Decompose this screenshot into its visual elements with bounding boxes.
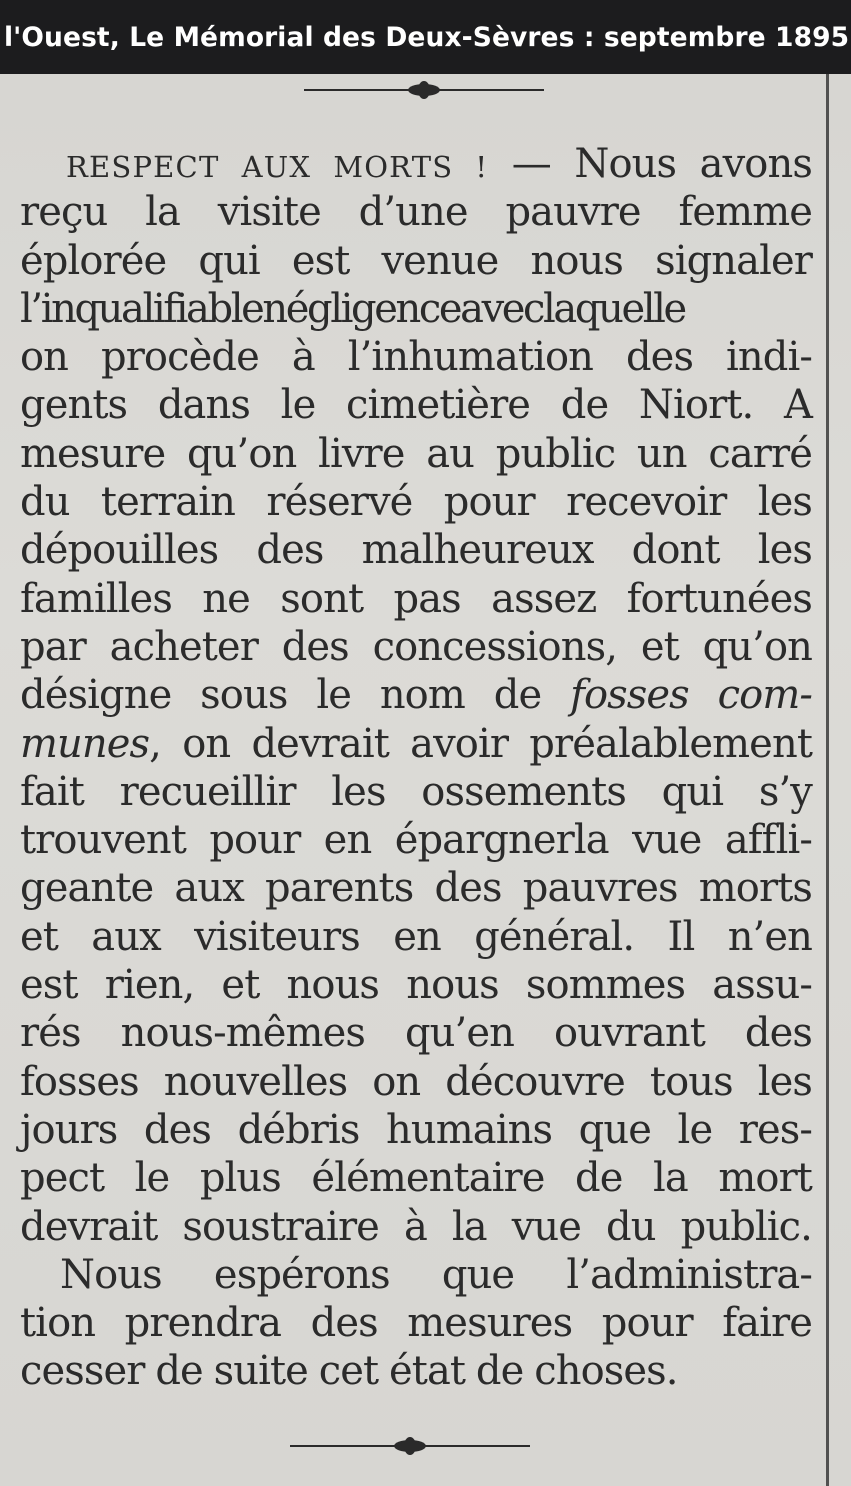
article-line: mesure qu’on livre au public un carré xyxy=(20,430,812,477)
article-line: trouvent pour en épargnerla vue affli- xyxy=(20,817,812,864)
ornament-bottom-icon xyxy=(288,1436,532,1456)
article-line: RESPECT AUX MORTS ! — Nous avons xyxy=(66,141,812,187)
article-line: devrait soustraire à la vue du public. xyxy=(20,1203,812,1250)
article-line: dépouilles des malheureux dont les xyxy=(20,527,812,574)
article-line: on procède à l’inhumation des indi- xyxy=(20,334,812,381)
article-line: est rien, et nous nous sommes assu- xyxy=(20,962,812,1009)
article-line: et aux visiteurs en général. Il n’en xyxy=(20,913,812,960)
article-line: désigne sous le nom de fosses com- xyxy=(20,672,812,719)
article-line: par acheter des concessions, et qu’on xyxy=(20,623,812,670)
article-line: munes, on devrait avoir préalablement xyxy=(20,720,812,767)
article-line: reçu la visite d’une pauvre femme xyxy=(20,189,812,236)
article-line: du terrain réservé pour recevoir les xyxy=(20,479,812,526)
article-line: éplorée qui est venue nous signaler xyxy=(20,237,812,284)
article-line: cesser de suite cet état de choses. xyxy=(20,1348,678,1395)
title-bar xyxy=(0,0,851,74)
column-rule xyxy=(826,74,829,1486)
article-line: gents dans le cimetière de Niort. A xyxy=(20,382,812,429)
article-heading: RESPECT AUX MORTS ! xyxy=(66,150,489,184)
article-line: fait recueillir les ossements qui s’y xyxy=(20,768,812,815)
article-line: rés nous-mêmes qu’en ouvrant des xyxy=(20,1010,812,1057)
article-line: pect le plus élémentaire de la mort xyxy=(20,1155,812,1202)
article-line: fosses nouvelles on découvre tous les xyxy=(20,1058,812,1105)
article-line: l’inqualifiablenégligenceaveclaquelle xyxy=(20,285,685,332)
article-line: jours des débris humains que le res- xyxy=(20,1106,812,1153)
article-line: geante aux parents des pauvres morts xyxy=(20,865,812,912)
article-line: tion prendra des mesures pour faire xyxy=(20,1300,812,1347)
page-title: l'Ouest, Le Mémorial des Deux-Sèvres : septembre 1895 xyxy=(4,21,850,53)
ornament-top-icon xyxy=(302,80,546,100)
article-line: familles ne sont pas assez fortunées xyxy=(20,575,812,622)
article-line: Nous espérons que l’administra- xyxy=(60,1251,812,1298)
article xyxy=(20,140,812,1396)
